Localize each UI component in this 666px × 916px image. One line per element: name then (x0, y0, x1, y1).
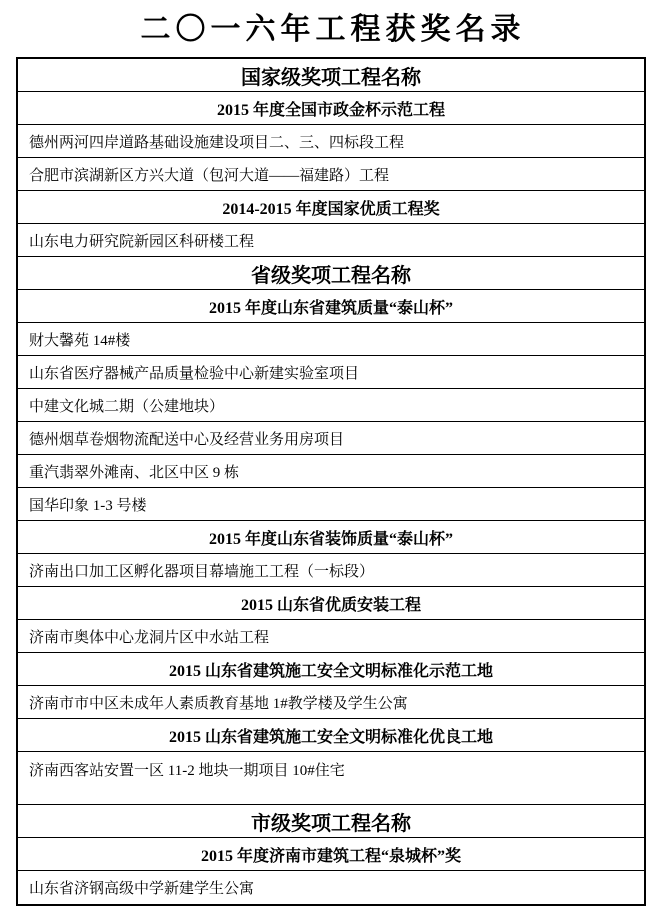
table-row-project (18, 422, 644, 455)
row-text: 国华印象 1-3 号楼 (29, 497, 147, 514)
document-title: 二〇一六年工程获奖名录 (140, 13, 526, 46)
row-text: 合肥市滨湖新区方兴大道（包河大道——福建路）工程 (29, 167, 390, 184)
row-text: 省级奖项工程名称 (251, 264, 411, 287)
row-text: 2015 山东省建筑施工安全文明标准化优良工地 (168, 728, 493, 746)
row-text: 2015 年度山东省建筑质量“泰山杯” (208, 299, 453, 317)
table-row-award (18, 521, 644, 554)
table-row-award (18, 653, 644, 686)
awards-table (16, 57, 646, 906)
table-row-project (18, 554, 644, 587)
table-row-award (18, 290, 644, 323)
row-text: 财大馨苑 14#楼 (29, 332, 131, 349)
table-row-project (18, 356, 644, 389)
table-row-project (18, 488, 644, 521)
row-text: 山东省济钢高级中学新建学生公寓 (29, 881, 255, 897)
row-text: 济南市市中区未成年人素质教育基地 1#教学楼及学生公寓 (29, 695, 408, 712)
row-text: 2015 山东省建筑施工安全文明标准化示范工地 (168, 662, 493, 680)
row-text: 山东电力研究院新园区科研楼工程 (29, 233, 255, 250)
table-row-project (18, 125, 644, 158)
row-text: 市级奖项工程名称 (251, 812, 411, 835)
row-text: 2015 年度山东省装饰质量“泰山杯” (208, 530, 453, 548)
row-text: 济南市奥体中心龙洞片区中水站工程 (29, 629, 270, 646)
table-row-project (18, 224, 644, 257)
table-row-project (18, 752, 644, 805)
table-row-project (18, 389, 644, 422)
row-text: 济南出口加工区孵化器项目幕墙施工工程（一标段） (29, 563, 375, 580)
row-text: 国家级奖项工程名称 (241, 66, 421, 89)
row-text: 2015 年度济南市建筑工程“泉城杯”奖 (200, 847, 461, 865)
table-row-project (18, 455, 644, 488)
row-text: 重汽翡翠外滩南、北区中区 9 栋 (29, 464, 240, 481)
row-text: 中建文化城二期（公建地块） (29, 398, 225, 415)
table-row-section (18, 805, 644, 838)
row-text: 德州烟草卷烟物流配送中心及经营业务用房项目 (29, 431, 345, 448)
row-text: 2015 山东省优质安装工程 (240, 596, 421, 614)
row-text: 德州两河四岸道路基础设施建设项目二、三、四标段工程 (29, 134, 405, 151)
table-row-award (18, 191, 644, 224)
table-row-project (18, 620, 644, 653)
table-row-project (18, 871, 644, 904)
row-text: 济南西客站安置一区 11-2 地块一期项目 10#住宅 (29, 763, 345, 779)
table-row-award (18, 587, 644, 620)
table-row-award (18, 838, 644, 871)
table-row-project (18, 686, 644, 719)
table-row-award (18, 92, 644, 125)
document-page (0, 10, 666, 916)
table-row-award (18, 719, 644, 752)
row-text: 山东省医疗器械产品质量检验中心新建实验室项目 (29, 365, 360, 382)
table-row-section (18, 257, 644, 290)
table-row-project (18, 323, 644, 356)
row-text: 2014-2015 年度国家优质工程奖 (222, 200, 440, 218)
table-row-project (18, 158, 644, 191)
table-row-section (18, 59, 644, 92)
row-text: 2015 年度全国市政金杯示范工程 (216, 101, 445, 119)
